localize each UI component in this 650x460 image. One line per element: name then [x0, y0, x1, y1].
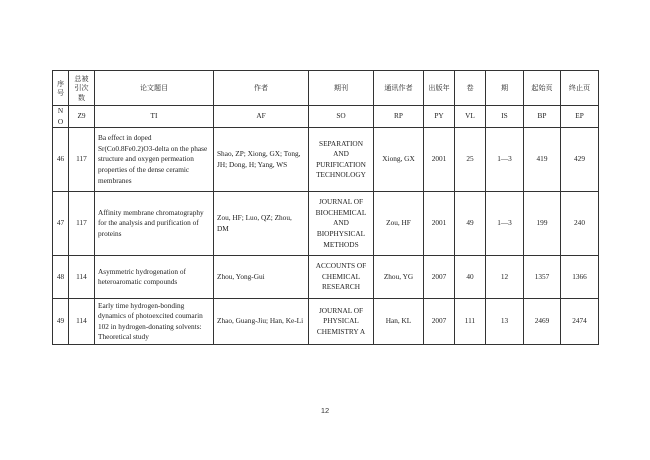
cell-z9: 114	[69, 256, 95, 299]
cell-end-page: 2474	[561, 299, 599, 345]
cell-no: 46	[53, 128, 69, 192]
cell-authors: Shao, ZP; Xiong, GX; Tong, JH; Dong, H; Yang, WS	[214, 128, 309, 192]
header-seq: 序号	[53, 71, 69, 106]
cell-title: Affinity membrane chromatography for the analysis and purification of proteins	[95, 192, 214, 256]
cell-issue: 1—3	[486, 128, 524, 192]
header-year: 出版年	[424, 71, 455, 106]
code-author: AF	[214, 106, 309, 128]
cell-journal: JOURNAL OF BIOCHEMICAL AND BIOPHYSICAL METHODS	[309, 192, 374, 256]
cell-no: 48	[53, 256, 69, 299]
cell-year: 2007	[424, 256, 455, 299]
table-row	[53, 256, 599, 299]
cell-journal: SEPARATION AND PURIFICATION TECHNOLOGY	[309, 128, 374, 192]
cell-no: 49	[53, 299, 69, 345]
cell-z9: 117	[69, 128, 95, 192]
cell-volume: 111	[455, 299, 486, 345]
cell-year: 2001	[424, 128, 455, 192]
page-number: 12	[320, 406, 330, 415]
header-journal: 期刊	[309, 71, 374, 106]
code-seq: N O	[53, 106, 69, 128]
code-end-page: EP	[561, 106, 599, 128]
cell-issue: 12	[486, 256, 524, 299]
cell-corresponding: Zhou, YG	[374, 256, 424, 299]
header-total-cites: 总被引次数	[69, 71, 95, 106]
header-end-page: 终止页	[561, 71, 599, 106]
code-journal: SO	[309, 106, 374, 128]
cell-volume: 25	[455, 128, 486, 192]
code-volume: VL	[455, 106, 486, 128]
cell-authors: Zhao, Guang-Jiu; Han, Ke-Li	[214, 299, 309, 345]
code-begin-page: BP	[524, 106, 561, 128]
cell-title: Asymmetric hydrogenation of heteroaromatic compounds	[95, 256, 214, 299]
cell-z9: 114	[69, 299, 95, 345]
code-title: TI	[95, 106, 214, 128]
cell-title: Early time hydrogen-bonding dynamics of photoexcited coumarin 102 in hydrogen-donating solvents: Theoretical study	[95, 299, 214, 345]
cell-end-page: 1366	[561, 256, 599, 299]
cell-issue: 1—3	[486, 192, 524, 256]
cell-corresponding: Han, KL	[374, 299, 424, 345]
cell-authors: Zou, HF; Luo, QZ; Zhou, DM	[214, 192, 309, 256]
cell-begin-page: 2469	[524, 299, 561, 345]
code-year: PY	[424, 106, 455, 128]
cell-begin-page: 1357	[524, 256, 561, 299]
header-title: 论文题目	[95, 71, 214, 106]
cell-begin-page: 419	[524, 128, 561, 192]
header-begin-page: 起始页	[524, 71, 561, 106]
table-row	[53, 192, 599, 256]
cell-year: 2001	[424, 192, 455, 256]
cell-z9: 117	[69, 192, 95, 256]
table-row	[53, 299, 599, 345]
cell-corresponding: Zou, HF	[374, 192, 424, 256]
header-author: 作者	[214, 71, 309, 106]
header-issue: 期	[486, 71, 524, 106]
cell-journal: ACCOUNTS OF CHEMICAL RESEARCH	[309, 256, 374, 299]
header-row-chinese	[53, 71, 599, 106]
cell-volume: 40	[455, 256, 486, 299]
code-total-cites: Z9	[69, 106, 95, 128]
header-row-codes	[53, 106, 599, 128]
cell-end-page: 429	[561, 128, 599, 192]
cell-issue: 13	[486, 299, 524, 345]
cell-journal: JOURNAL OF PHYSICAL CHEMISTRY A	[309, 299, 374, 345]
cell-end-page: 240	[561, 192, 599, 256]
header-corresponding-author: 通讯作者	[374, 71, 424, 106]
publications-table	[52, 70, 599, 345]
cell-corresponding: Xiong, GX	[374, 128, 424, 192]
table-row	[53, 128, 599, 192]
cell-title: Ba effect in doped Sr(Co0.8Fe0.2)O3-delta on the phase structure and oxygen permeation properties of the dense ceramic membranes	[95, 128, 214, 192]
cell-year: 2007	[424, 299, 455, 345]
code-issue: IS	[486, 106, 524, 128]
header-volume: 卷	[455, 71, 486, 106]
cell-begin-page: 199	[524, 192, 561, 256]
cell-no: 47	[53, 192, 69, 256]
code-corresponding-author: RP	[374, 106, 424, 128]
cell-authors: Zhou, Yong-Gui	[214, 256, 309, 299]
cell-volume: 49	[455, 192, 486, 256]
